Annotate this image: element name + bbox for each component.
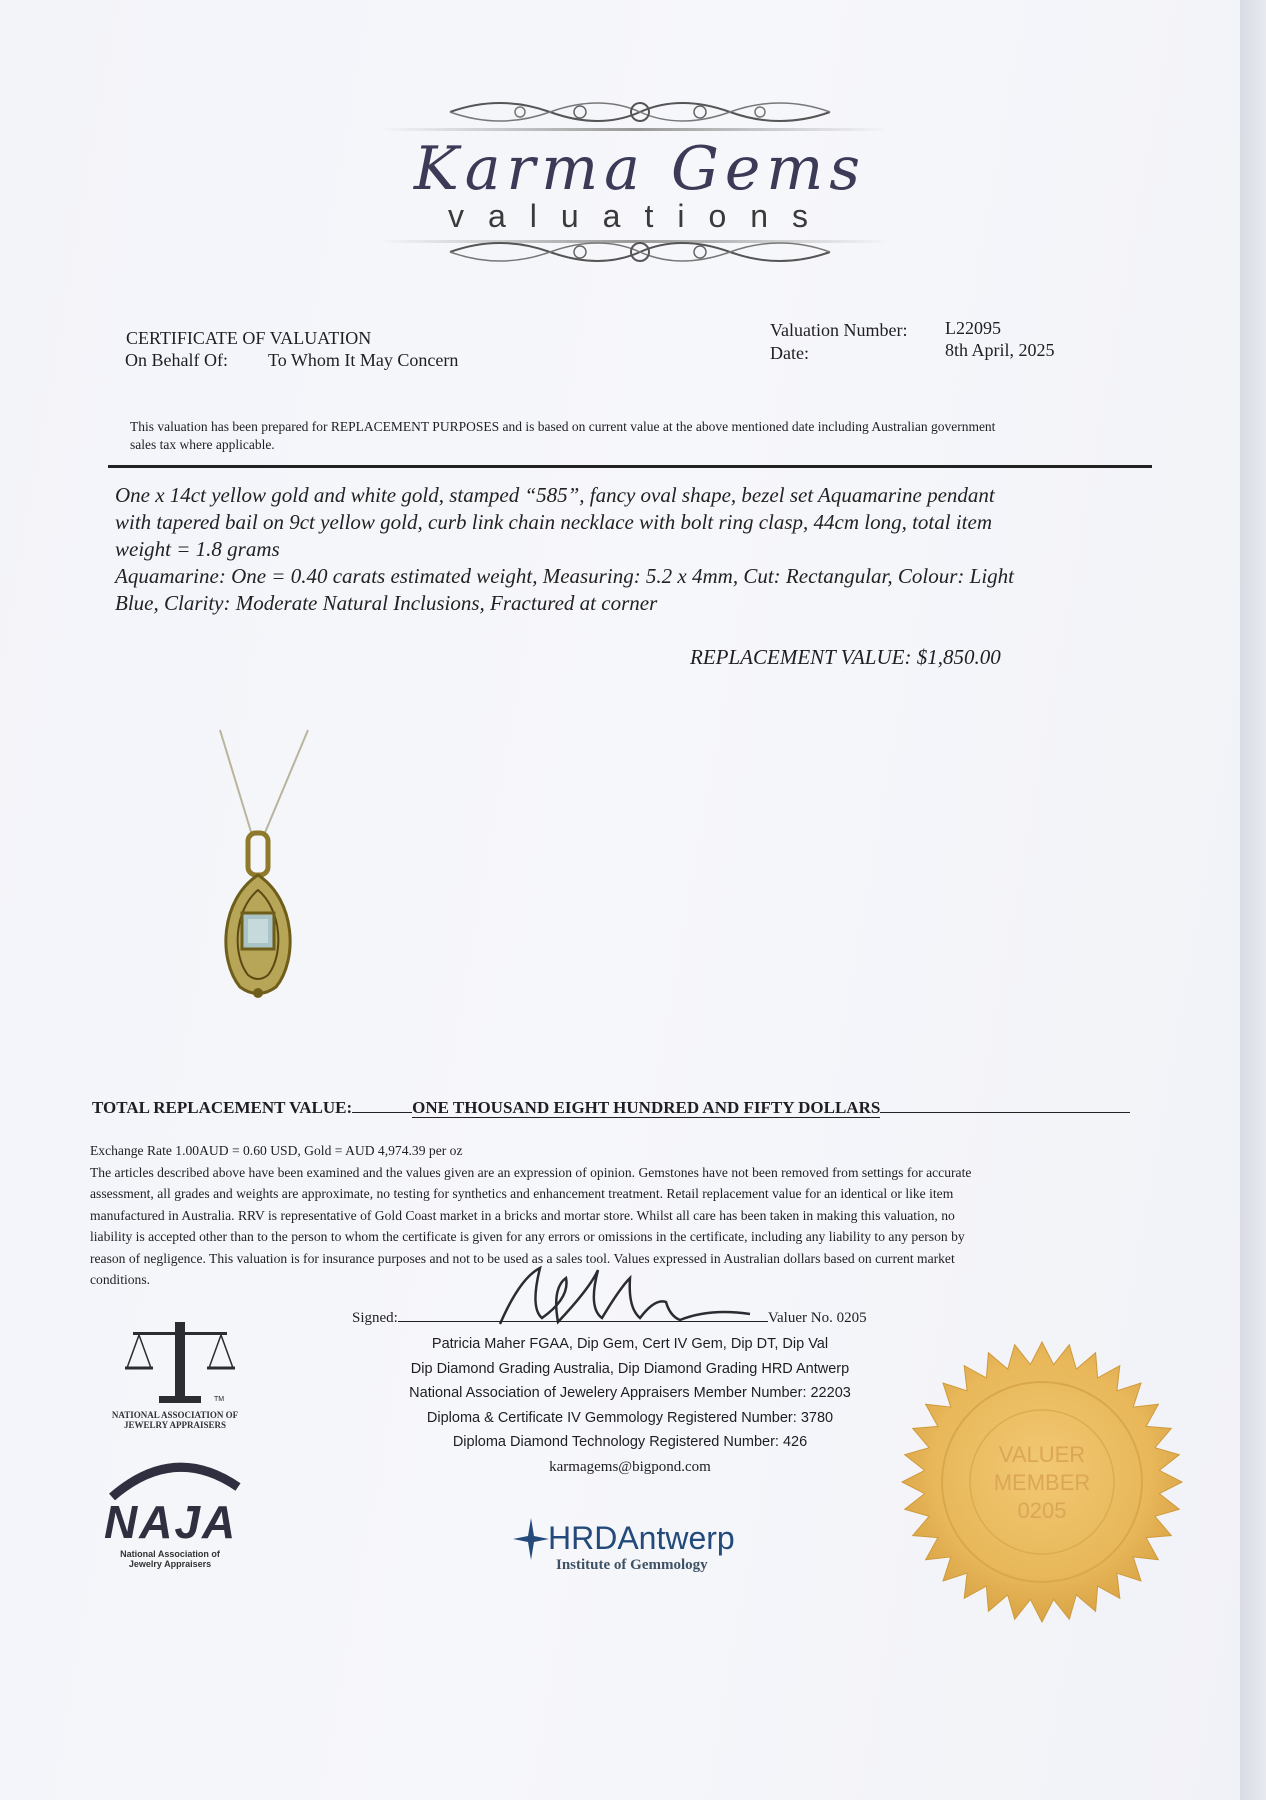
- disclaimer-line: reason of negligence. This valuation is for insurance purposes and not to be used as a sales tool. Values expressed in Australian dollars based on current market: [90, 1250, 955, 1266]
- disclaimer-line: The articles described above have been examined and the values given are an expression of opinion. Gemstones have not been removed from settings for accurate: [90, 1164, 972, 1180]
- blank-line: [352, 1112, 412, 1113]
- on-behalf-label: On Behalf Of:: [125, 350, 228, 370]
- naja-caption-line: Jewelry Appraisers: [128, 1559, 212, 1569]
- naja-member-line: National Association of Jewelery Appraisers Member Number: 22203: [409, 1385, 851, 1401]
- naja-arc-icon: [104, 1455, 244, 1500]
- date-value: 8th April, 2025: [945, 340, 1055, 360]
- diploma-line: Dip Diamond Grading Australia, Dip Diamond Grading HRD Antwerp: [410, 1360, 850, 1377]
- paper-edge: [1240, 0, 1266, 1800]
- disclaimer-line: manufactured in Australia. RRV is representative of Gold Coast market in a bricks and mortar store. Whilst all care has been taken in making this valuation, no: [90, 1207, 955, 1223]
- gold-seal: [900, 1340, 1185, 1625]
- scales-caption: [100, 1410, 250, 1430]
- description-line: Blue, Clarity: Moderate Natural Inclusions, Fractured at corner: [115, 591, 658, 615]
- signed-label: Signed:: [352, 1310, 398, 1326]
- total-replacement-line: [92, 1098, 1130, 1118]
- valuer-number: Valuer No. 0205: [767, 1310, 867, 1326]
- diamond-tech-line: Diploma Diamond Technology Registered Number: 426: [452, 1434, 808, 1450]
- naja-caption: [105, 1549, 235, 1569]
- seal-text: VALUER: [998, 1442, 1086, 1467]
- hrd-logo-text: HRDAntwerp: [548, 1520, 735, 1556]
- divider: [108, 465, 1152, 468]
- bottom-ornament-icon: [440, 232, 840, 272]
- blank-line: [880, 1112, 1130, 1113]
- replacement-value: REPLACEMENT VALUE: $1,850.00: [690, 645, 1001, 669]
- scales-of-justice-icon: [125, 1318, 235, 1408]
- scales-caption-line: NATIONAL ASSOCIATION OF: [111, 1410, 239, 1420]
- description-line: weight = 1.8 grams: [115, 537, 280, 561]
- total-words: ONE THOUSAND EIGHT HUNDRED AND FIFTY DOLLARS: [412, 1098, 881, 1117]
- disclaimer-line: assessment, all grades and weights are approximate, no testing for synthetics and enhancement treatment. Retail replacement value for an identical or like item: [90, 1186, 954, 1201]
- description-line: with tapered bail on 9ct yellow gold, curb link chain necklace with bolt ring clasp, 44cm long, total item: [115, 510, 993, 534]
- on-behalf-value: To Whom It May Concern: [268, 350, 459, 370]
- signed-line: [352, 1310, 867, 1327]
- trademark: TM: [214, 1396, 225, 1403]
- signature-line: [398, 1321, 768, 1322]
- valuation-number-value: L22095: [945, 318, 1001, 338]
- scales-caption-line: JEWELRY APPRAISERS: [123, 1420, 227, 1430]
- naja-caption-line: National Association of: [120, 1549, 220, 1559]
- hrd-subtitle: Institute of Gemmology: [556, 1557, 708, 1573]
- description-line: One x 14ct yellow gold and white gold, stamped “585”, fancy oval shape, bezel set Aquamarine pendant: [115, 483, 995, 507]
- description-line: Aquamarine: One = 0.40 carats estimated weight, Measuring: 5.2 x 4mm, Cut: Rectangular, Colour: Light: [115, 564, 1015, 588]
- seal-text: 0205: [1017, 1498, 1067, 1523]
- certificate-title: CERTIFICATE OF VALUATION: [126, 328, 372, 348]
- purpose-notice-line: This valuation has been prepared for REPLACEMENT PURPOSES and is based on current value at the above mentioned date including Australian government: [130, 419, 996, 434]
- date-label: Date:: [770, 343, 809, 363]
- email: karmagems@bigpond.com: [549, 1458, 711, 1475]
- seal-text: MEMBER: [993, 1470, 1091, 1495]
- item-description: [115, 482, 1145, 617]
- disclaimer-line: liability is accepted other than to the person to whom the certificate is given for any errors or omissions in the certificate, including any liability to any person by: [90, 1229, 965, 1244]
- purpose-notice-line: sales tax where applicable.: [130, 437, 275, 452]
- disclaimer-line: conditions.: [90, 1272, 151, 1287]
- gemmology-line: Diploma & Certificate IV Gemmology Registered Number: 3780: [426, 1409, 834, 1426]
- naja-logo-text: NAJA: [104, 1496, 238, 1548]
- logo-top-bar: [380, 128, 890, 131]
- hrd-star-icon: [513, 1518, 549, 1560]
- top-ornament-icon: [440, 92, 840, 132]
- valuer-credentials: [330, 1332, 930, 1479]
- logo-subtitle: valuations: [447, 198, 833, 234]
- pendant-photo: [200, 725, 330, 1005]
- exchange-rate: Exchange Rate 1.00AUD = 0.60 USD, Gold = AUD 4,974.39 per oz: [90, 1143, 463, 1158]
- valuation-number-label: Valuation Number:: [770, 320, 908, 340]
- logo-script: Karma Gems: [413, 134, 867, 204]
- total-label: TOTAL REPLACEMENT VALUE:: [92, 1098, 353, 1117]
- valuer-name: Patricia Maher FGAA, Dip Gem, Cert IV Gem, Dip DT, Dip Val: [431, 1336, 829, 1352]
- purpose-notice: [130, 418, 1150, 454]
